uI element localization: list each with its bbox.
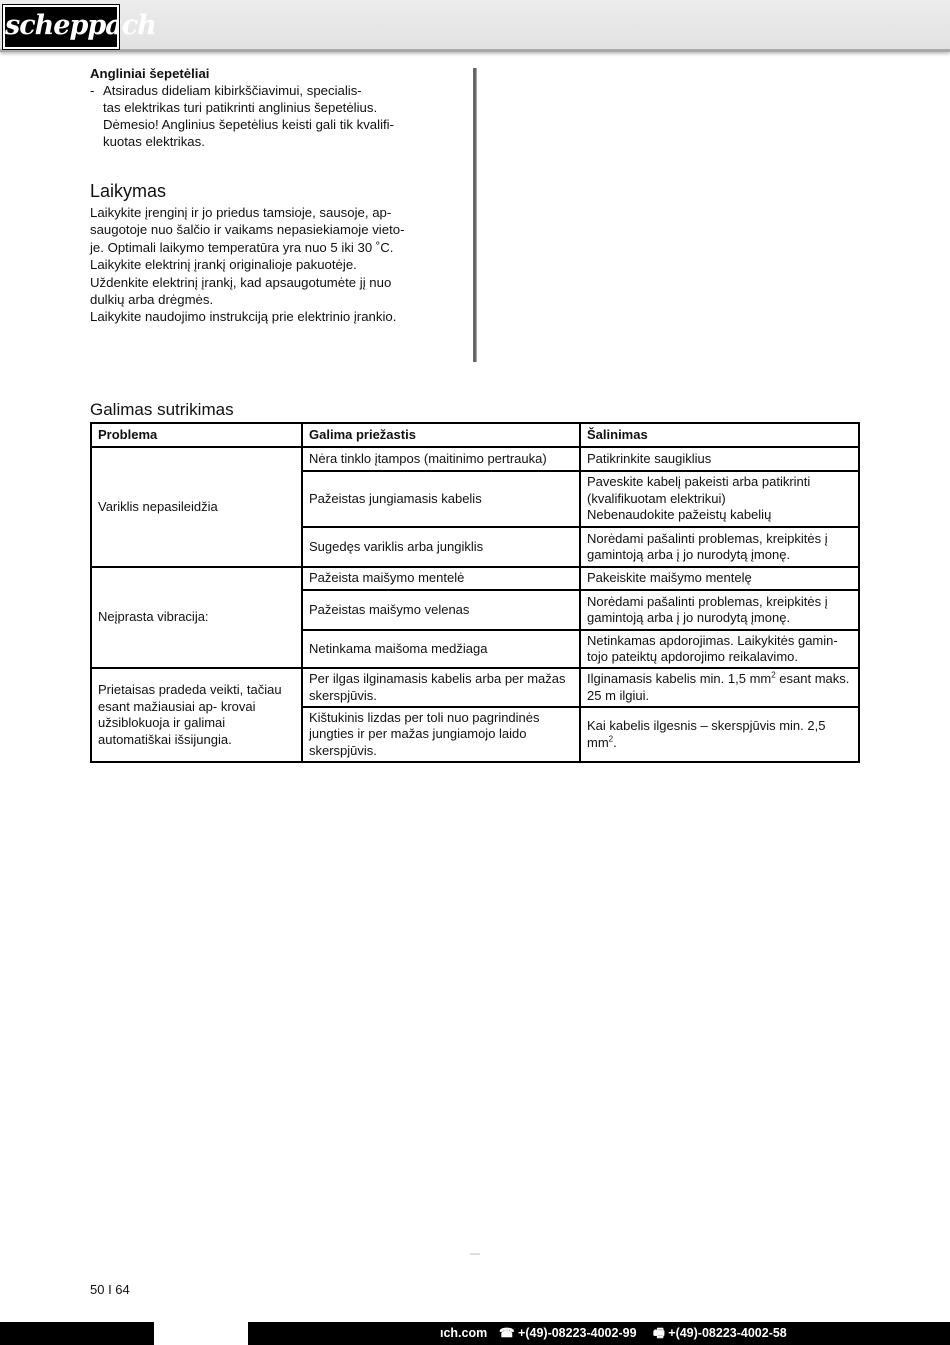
footer-phone: ☎ +(49)-08223-4002-99 bbox=[499, 1326, 637, 1340]
footer-bar bbox=[0, 1322, 950, 1345]
remedy-text: Ilginamasis kabelis min. 1,5 mm bbox=[587, 671, 772, 686]
brushes-line: Atsiradus dideliam kibirkščiavimui, specialis- bbox=[103, 83, 362, 98]
storage-line: je. Optimali laikymo temperatūra yra nuo 5 iki 30 ˚C. bbox=[90, 239, 394, 255]
brushes-line: tas elektrikas turi patikrinti anglinius šepetėlius. bbox=[103, 100, 378, 115]
remedy-cell bbox=[580, 668, 859, 707]
table-row bbox=[91, 567, 859, 590]
brushes-line: Dėmesio! Anglinius šepetėlius keisti gali tik kvalifi- bbox=[103, 117, 394, 132]
storage-line: Laikykite įrenginį ir jo priedus tamsioje, sausoje, ap- bbox=[90, 205, 392, 220]
superscript: 2 bbox=[608, 734, 614, 744]
problem-cell: Variklis nepasileidžia bbox=[91, 447, 302, 567]
page-number: 50 I 64 bbox=[90, 1282, 130, 1297]
remedy-cell: Patikrinkite saugiklius bbox=[580, 447, 859, 471]
remedy-cell: Pakeiskite maišymo mentelę bbox=[580, 567, 859, 590]
cause-cell: Nėra tinklo įtampos (maitinimo pertrauka) bbox=[302, 447, 580, 471]
problem-cell: Prietaisas pradeda veikti, tačiau esant mažiausiai ap- krovai užsiblokuoja ir galimai automatiškai išsijungia. bbox=[91, 668, 302, 762]
troubleshooting-table bbox=[90, 422, 860, 763]
cause-cell: Pažeista maišymo mentelė bbox=[302, 567, 580, 590]
footer-website[interactable]: ıch.com bbox=[440, 1326, 488, 1340]
header-bar bbox=[0, 0, 950, 52]
cause-cell: Per ilgas ilginamasis kabelis arba per mažas skerspjūvis. bbox=[302, 668, 580, 707]
bullet-dash: - bbox=[90, 83, 95, 98]
remedy-line: (kvalifikuotam elektrikui) bbox=[587, 490, 726, 506]
cause-cell: Pažeistas maišymo velenas bbox=[302, 590, 580, 630]
storage-line: saugotoje nuo šalčio ir vaikams nepasiekiamoje vieto- bbox=[90, 222, 405, 238]
cause-cell: Pažeistas jungiamasis kabelis bbox=[302, 471, 580, 527]
brushes-line: kuotas elektrikas. bbox=[103, 134, 205, 149]
remedy-cell bbox=[580, 707, 859, 762]
header-cause: Galima priežastis bbox=[302, 423, 580, 447]
cause-cell: Kištukinis lizdas per toli nuo pagrindinės jungties ir per mažas jungiamojo laido skerspjūvis. bbox=[302, 707, 580, 762]
table-header-row bbox=[91, 423, 859, 447]
header-problem: Problema bbox=[91, 423, 302, 447]
remedy-cell: Norėdami pašalinti problemas, kreipkitės į gamintoją arba į jo nurodytą įmonę. bbox=[580, 590, 859, 630]
faults-heading: Galimas sutrikimas bbox=[90, 400, 234, 419]
storage-line: Uždenkite elektrinį įrankį, kad apsaugotumėte jį nuo bbox=[90, 274, 392, 290]
footer-fax: 🖷 +(49)-08223-4002-58 bbox=[653, 1326, 787, 1340]
cause-cell: Netinkama maišoma medžiaga bbox=[302, 630, 580, 668]
brushes-heading: Angliniai šepetėliai bbox=[90, 66, 210, 81]
remedy-line: Paveskite kabelį pakeisti arba patikrinti bbox=[587, 474, 811, 490]
remedy-text: . bbox=[613, 734, 617, 750]
scheppach-logo: scheppach bbox=[3, 5, 119, 49]
storage-heading: Laikymas bbox=[90, 181, 167, 201]
storage-line: Laikykite naudojimo instrukciją prie elektrinio įrankio. bbox=[90, 309, 397, 325]
storage-line: dulkių arba drėgmės. bbox=[90, 292, 214, 308]
remedy-text: Kai kabelis ilgesnis – skerspjūvis min. 2,5 mm bbox=[587, 718, 826, 750]
footer-gap bbox=[154, 1322, 248, 1345]
left-column bbox=[90, 65, 430, 326]
brushes-bullet bbox=[90, 82, 430, 150]
header-remedy: Šalinimas bbox=[580, 423, 859, 447]
table-row bbox=[91, 447, 859, 471]
storage-paragraph bbox=[90, 204, 430, 326]
remedy-cell: Norėdami pašalinti problemas, kreipkitės į gamintoją arba į jo nurodytą įmonę. bbox=[580, 527, 859, 567]
column-divider bbox=[473, 68, 477, 362]
table-row bbox=[91, 668, 859, 707]
faint-mark bbox=[470, 1253, 480, 1255]
remedy-line: Nebenaudokite pažeistų kabelių bbox=[587, 507, 772, 523]
cause-cell: Sugedęs variklis arba jungiklis bbox=[302, 527, 580, 567]
remedy-cell bbox=[580, 471, 859, 527]
remedy-text: esant maks. 25 m ilgiui. bbox=[587, 671, 850, 703]
problem-cell: Neįprasta vibracija: bbox=[91, 567, 302, 668]
remedy-cell: Netinkamas apdorojimas. Laikykitės gamin- tojo pateiktų apdorojimo reikalavimo. bbox=[580, 630, 859, 668]
storage-line: Laikykite elektrinį įrankį originalioje pakuotėje. bbox=[90, 257, 357, 273]
superscript: 2 bbox=[771, 670, 776, 680]
